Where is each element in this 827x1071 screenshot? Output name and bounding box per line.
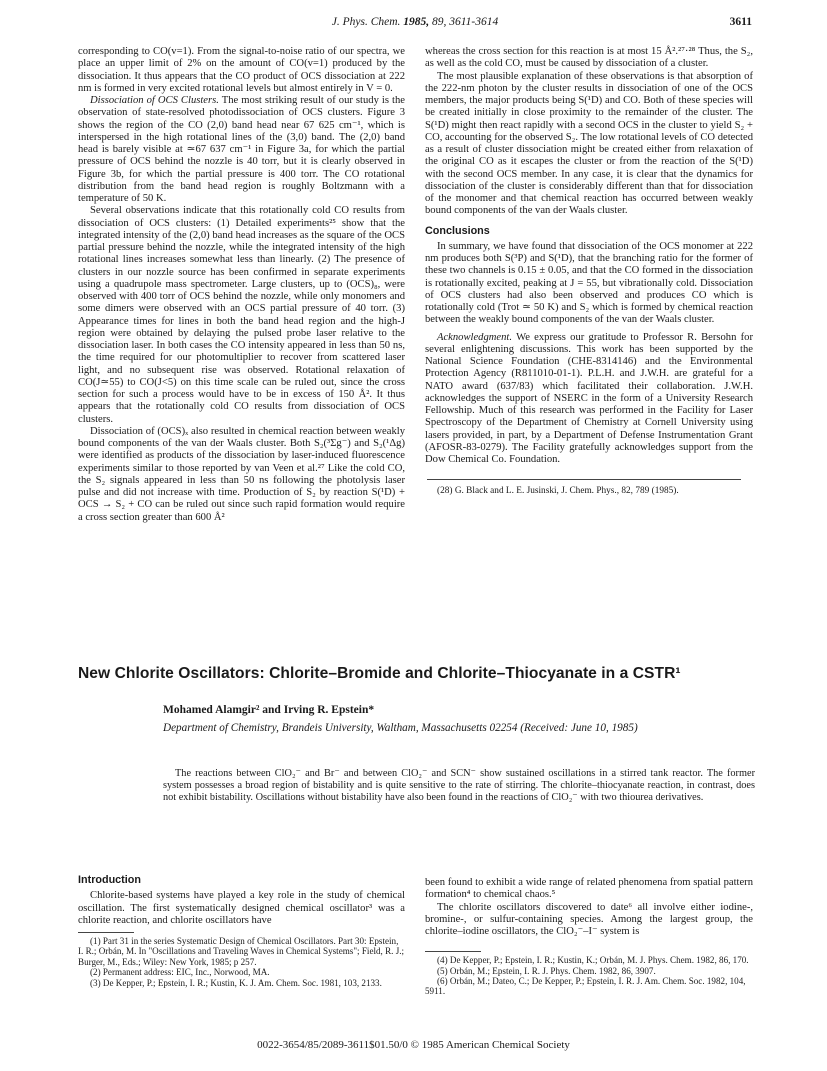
footnote: (6) Orbán, M.; Dateo, C.; De Kepper, P.; Epstein, I. R. J. Am. Chem. Soc. 1982, 104, 5911.: [425, 976, 746, 997]
footnote-divider: [78, 932, 134, 933]
footnote: (5) Orbán, M.; Epstein, I. R. J. Phys. Chem. 1982, 86, 3907.: [437, 965, 656, 976]
authors: Mohamed Alamgir² and Irving R. Epstein*: [163, 704, 375, 716]
running-header: [78, 16, 752, 30]
section-heading: Conclusions: [425, 224, 490, 237]
footnote: (3) De Kepper, P.; Epstein, I. R.; Kustin, K. J. Am. Chem. Soc. 1981, 103, 2133.: [90, 977, 382, 988]
journal-pages: 3611-3614: [449, 16, 499, 28]
journal-citation: [78, 16, 752, 28]
footnotes: [425, 955, 753, 997]
paragraph: In summary, we have found that dissociation of the OCS monomer at 222 nm produces both S(³P) and S(¹D), that the branching ratio for the former of these two channels is 0.15 ± 0.05, and that the CO formed in the dissociation is rotationally excited, peaking at J = 55, but vibrationally cold. Dissociation of OCS clusters had also been observed and produces CO which is rotationally cold (Trot ≃ 50 K) and S₂ which is formed by chemical reaction between the weakly bound components of the van der Waals cluster.: [425, 240, 753, 326]
paragraph: Chlorite-based systems have played a key role in the study of chemical oscillation. The first systematically designed chemical oscillator³ was a chlorite reaction, and chlorite oscillators have: [78, 890, 405, 926]
article-title: New Chlorite Oscillators: Chlorite–Bromide and Chlorite–Thiocyanate in a CSTR¹: [78, 665, 681, 682]
paragraph: The chlorite oscillators discovered to date⁶ all involve either iodine-, bromine-, or sulfur-containing species. Among the largest group, the chlorite–iodine oscillators, the ClO₂⁻–I⁻ system is: [425, 901, 753, 937]
paragraph: been found to exhibit a wide range of related phenomena from spatial pattern formation⁴ to chemical chaos.⁵: [425, 877, 753, 901]
page-footer: 0022-3654/85/2089-3611$01.50/0 © 1985 American Chemical Society: [257, 1039, 570, 1051]
paragraph: Several observations indicate that this rotationally cold CO results from dissociation of OCS clusters: (1) Detailed experiments²⁵ show that the integrated intensity of the (2,0) band head increases as the square of the OCS partial pressure behind the nozzle, while the integrated intensity of the high rotational lines increases somewhat less than linearly. (2) The presence of clusters in our nozzle source has been confirmed in separate experiments using a quadrupole mass spectrometer. Large clusters, up to (OCS)₈, were observed with 400 torr of OCS behind the nozzle, while only monomers and some dimers were observed with an OCS partial pressure of 40 torr. (3) Appearance times for lines in both the band head region and the high-J region were obtained by delaying the pulsed probe laser relative to the dissociation laser. In both cases the CO intensity appeared in less than 50 ns, the time required for our photomultiplier to recover from scattered laser light, and no subsequent rise was observed. Rotational relaxation of CO(J≃55) to CO(J<5) on this time scale can be ruled out, since the cross section for such a process would have to be in excess of 150 Å². It thus appears that the rotationally cold CO results from dissociation of OCS clusters.: [78, 205, 405, 425]
paragraph: The most plausible explanation of these observations is that absorption of the 222-nm photon by the cluster results in dissociation of one of the OCS members, the major products being S(¹D) and CO. Both of these species will be created initially in close proximity to the remainder of the cluster. The S(¹D) might then react rapidly with a second OCS in the cluster to yield S₂ + CO, accounting for the observed S₂. The low rotational levels of CO detected as a result of cluster dissociation might be created either from relaxation of the original CO as it escapes the cluster or from the reaction of the S(¹D) with the second OCS member. In any case, it is clear that the dynamics for dissociation of the cluster is considerably different than that for dissociation of the monomer and that chemical reaction has occurred between weakly bound components of the van der Waals cluster.: [425, 70, 753, 217]
run-in-heading: Dissociation of OCS Clusters.: [90, 95, 219, 106]
affiliation: Department of Chemistry, Brandeis University, Waltham, Massachusetts 02254 (Received: June 10, 1985): [163, 722, 638, 734]
abstract: The reactions between ClO₂⁻ and Br⁻ and between ClO₂⁻ and SCN⁻ show sustained oscillations in a stirred tank reactor. The former system possesses a broad region of bistability and is quite sensitive to the rate of stirring. The chlorite–thiocyanate reaction, in contrast, does not exhibit bistability. Oscillations without bistability have also been found in the reactions of ClO₂⁻ with two thiourea derivatives.: [163, 768, 755, 803]
right-column: [425, 46, 753, 497]
section-heading: Introduction: [78, 874, 141, 886]
intro-right-column: [425, 877, 753, 997]
left-column: [78, 46, 405, 524]
paragraph-text: We express our gratitude to Professor R. Bersohn for several enlightening discussions. This work has been supported by the National Science Foundation (CHE-8314146) and the Environmental Protection Agency (R811010-01-1). P.L.H. and J.W.H. are grateful for a NATO award (637/83) which facilitated their collaboration. J.W.H. acknowledges the support of NSERC in the form of a University Research Fellowship. Much of this research was performed in the Facility for Laser Spectroscopy of the Department of Chemistry at Cornell University using lasers provided, in part, by a Department of Defense Instrumentation Grant (AFOSR-83-0279). The Facility gratefully acknowledges support from the Dow Chemical Co. Foundation.: [425, 331, 753, 465]
page-number: 3611: [729, 16, 752, 28]
footnote: (2) Permanent address: EIC, Inc., Norwood, MA.: [90, 967, 270, 978]
footnote-divider: [425, 951, 481, 952]
journal-volume: 89,: [432, 16, 447, 28]
footnotes: [78, 936, 405, 988]
journal-name: J. Phys. Chem.: [331, 16, 401, 28]
paragraph: [425, 332, 753, 467]
paragraph: corresponding to CO(v=1). From the signal-to-noise ratio of our spectra, we place an upper limit of 2% on the amount of CO(v=1) produced by the dissociation. It thus appears that the CO product of OCS dissociation at 222 nm is formed in very excited rotational levels but almost entirely in V = 0.: [78, 46, 405, 94]
footnote: (4) De Kepper, P.; Epstein, I. R.; Kustin, K.; Orbán, M. J. Phys. Chem. 1982, 86, 170.: [437, 955, 749, 966]
paragraph: Dissociation of (OCS)ₓ also resulted in chemical reaction between weakly bound components of the van der Waals cluster. Both S₂(³Σg⁻) and S₂(¹Δg) were identified as products of the dissociation by laser-induced fluorescence experiments similar to those reported by van Veen et al.²⁷ Like the cold CO, the S₂ signals appeared in less than 50 ns following the photolysis laser pulse and did not increase with time. Production of S₂ by reaction S(¹D) + OCS → S₂ + CO can be ruled out since such rapid formation would require a cross section greater than 600 Å²: [78, 425, 405, 523]
paragraph-text: The most striking result of our study is the observation of state-resolved photodissociation of OCS clusters. Figure 3 shows the region of the CO (2,0) band head near 67 625 cm⁻¹, which is interspersed in the high rotational lines of the (3,0) band. The (2,0) band head is barely visible at ≃67 637 cm⁻¹ in Figure 3a, for which the partial pressure of OCS behind the nozzle is 40 torr, but it is clearly observed in Figure 3b, for which the partial pressure is 400 torr. The CO rotational distribution from the band head region is roughly Boltzmann with a temperature of 50 K.: [78, 95, 405, 204]
divider: [427, 479, 741, 480]
run-in-heading: Acknowledgment.: [437, 331, 513, 343]
journal-year: 1985,: [403, 16, 430, 28]
paragraph: [78, 95, 405, 205]
paragraph: whereas the cross section for this reaction is at most 15 Å².²⁷·²⁸ Thus, the S₂, as well as the cold CO, must be caused by dissociation of a cluster.: [425, 46, 753, 70]
footnote: (1) Part 31 in the series Systematic Design of Chemical Oscillators. Part 30: Epstein, I. R.; Orbán, M. In "Oscillations and Traveling Waves in Chemical Systems"; Field, R. J.; Burger, M., Eds.; Wiley: New York, 1985; p 257.: [78, 936, 405, 967]
reference: (28) G. Black and L. E. Jusinski, J. Chem. Phys., 82, 789 (1985).: [437, 486, 679, 497]
intro-left-column: [78, 874, 405, 988]
